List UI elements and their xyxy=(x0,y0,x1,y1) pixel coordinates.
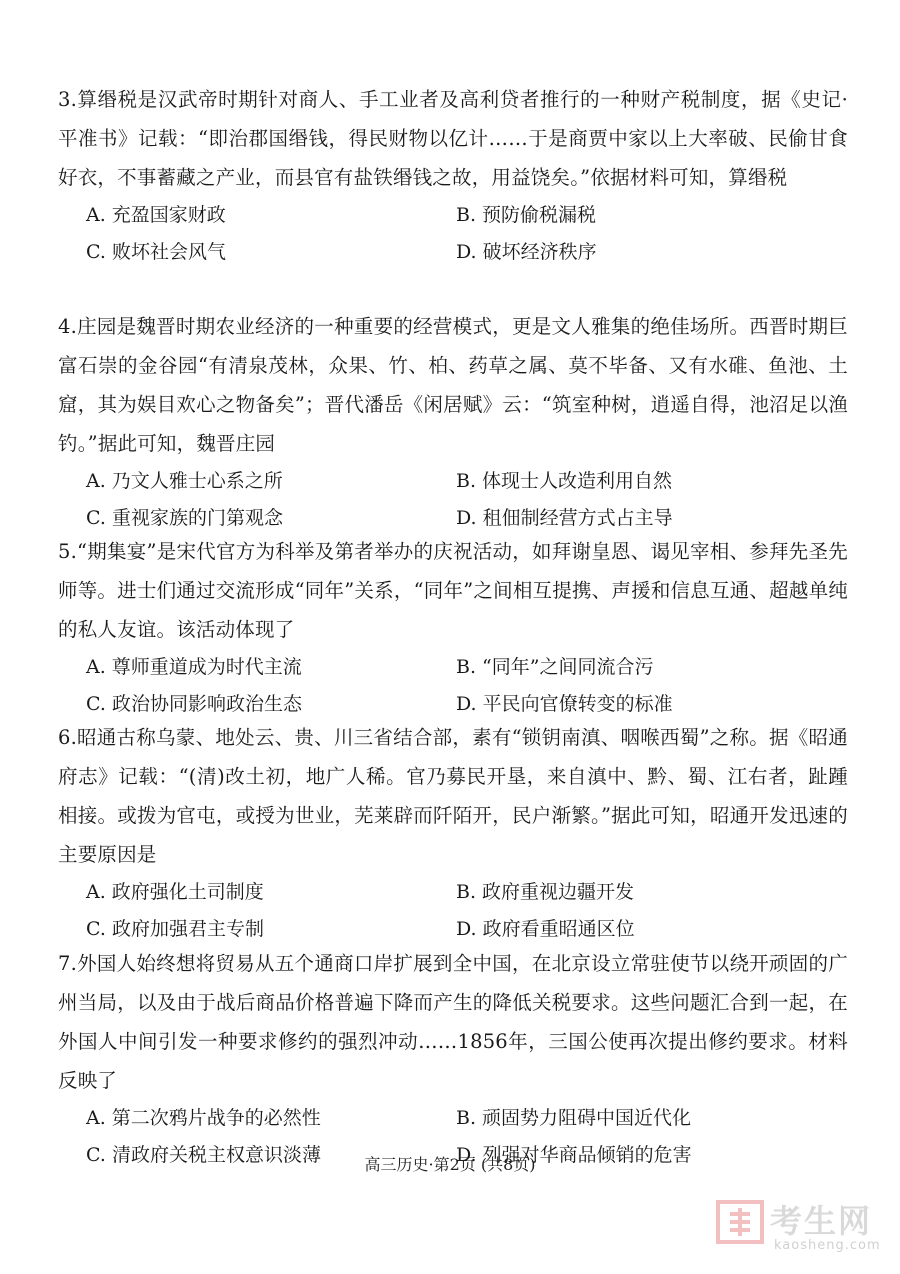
option-b: B. 顽固势力阻碍中国近代化 xyxy=(456,1107,692,1129)
option-b: B. “同年”之间同流合污 xyxy=(456,656,654,678)
option-a: A. 充盈国家财政 xyxy=(86,204,226,226)
watermark-domain: kaosheng.com xyxy=(774,1238,881,1253)
option-b: B. 预防偷税漏税 xyxy=(456,204,597,226)
option-b: B. 体现士人改造利用自然 xyxy=(456,470,673,492)
option-a: A. 尊师重道成为时代主流 xyxy=(86,656,302,678)
option-c: C. 政治协同影响政治生态 xyxy=(86,693,302,715)
question-stem: 4.庄园是魏晋时期农业经济的一种重要的经营模式，更是文人雅集的绝佳场所。西晋时期巨富石崇的金谷园“有清泉茂林，众果、竹、柏、药草之属、莫不毕备、又有水碓、鱼池、土窟，其为娱目欢心之物备矣”；晋代潘岳《闲居赋》云：“筑室种树，逍遥自得，池沼足以渔钓。”据此可知，魏晋庄园 xyxy=(58,315,848,455)
question-6 xyxy=(58,718,848,948)
option-a: A. 第二次鸦片战争的必然性 xyxy=(86,1107,321,1129)
option-d: D. 政府看重昭通区位 xyxy=(456,918,635,940)
kaosheng-logo-icon xyxy=(716,1198,764,1246)
option-c: C. 政府加强君主专制 xyxy=(86,918,264,940)
question-4 xyxy=(58,307,848,537)
option-c: C. 败坏社会风气 xyxy=(86,241,226,263)
option-c: C. 清政府关税主权意识淡薄 xyxy=(86,1144,321,1166)
options-group xyxy=(58,649,848,723)
watermark-text: 考生网 xyxy=(770,1202,873,1240)
question-5 xyxy=(58,532,848,723)
options-group xyxy=(58,197,848,271)
options-group xyxy=(58,463,848,537)
question-7 xyxy=(58,944,848,1174)
option-a: A. 政府强化土司制度 xyxy=(86,881,264,903)
option-d: D. 平民向官僚转变的标准 xyxy=(456,693,673,715)
options-group xyxy=(58,874,848,948)
question-stem: 5.“期集宴”是宋代官方为科举及第者举办的庆祝活动，如拜谢皇恩、谒见宰相、参拜先圣先师等。进士们通过交流形成“同年”关系，“同年”之间相互提携、声援和信息互通、超越单纯的私人友谊。该活动体现了 xyxy=(58,540,848,641)
question-3 xyxy=(58,80,848,271)
option-b: B. 政府重视边疆开发 xyxy=(456,881,635,903)
watermark xyxy=(716,1196,886,1260)
option-d: D. 租佃制经营方式占主导 xyxy=(456,507,673,529)
question-stem: 7.外国人始终想将贸易从五个通商口岸扩展到全中国，在北京设立常驻使节以绕开顽固的广州当局，以及由于战后商品价格普遍下降而产生的降低关税要求。这些问题汇合到一起，在外国人中间引发一种要求修约的强烈冲动……1856年，三国公使再次提出修约要求。材料反映了 xyxy=(58,952,848,1092)
option-a: A. 乃文人雅士心系之所 xyxy=(86,470,283,492)
question-stem: 6.昭通古称乌蒙、地处云、贵、川三省结合部，素有“锁钥南滇、咽喉西蜀”之称。据《昭通府志》记载：“(清)改土初，地广人稀。官乃募民开垦，来自滇中、黔、蜀、江右者，趾踵相接。或拨为官屯，或授为世业，芜莱辟而阡陌开，民户渐繁。”据此可知，昭通开发迅速的主要原因是 xyxy=(58,726,848,866)
option-c: C. 重视家族的门第观念 xyxy=(86,507,283,529)
option-d: D. 破坏经济秩序 xyxy=(456,241,597,263)
page-footer: 高三历史·第2页 (共8页) xyxy=(364,1155,536,1174)
question-stem: 3.算缗税是汉武帝时期针对商人、手工业者及高利贷者推行的一种财产税制度，据《史记·平准书》记载：“即治郡国缗钱，得民财物以亿计……于是商贾中家以上大率破、民偷甘食好衣，不事蓄藏之产业，而县官有盐铁缗钱之故，用益饶矣。”依据材料可知，算缗税 xyxy=(58,88,848,189)
option-d: D. 列强对华商品倾销的危害 xyxy=(456,1144,692,1166)
